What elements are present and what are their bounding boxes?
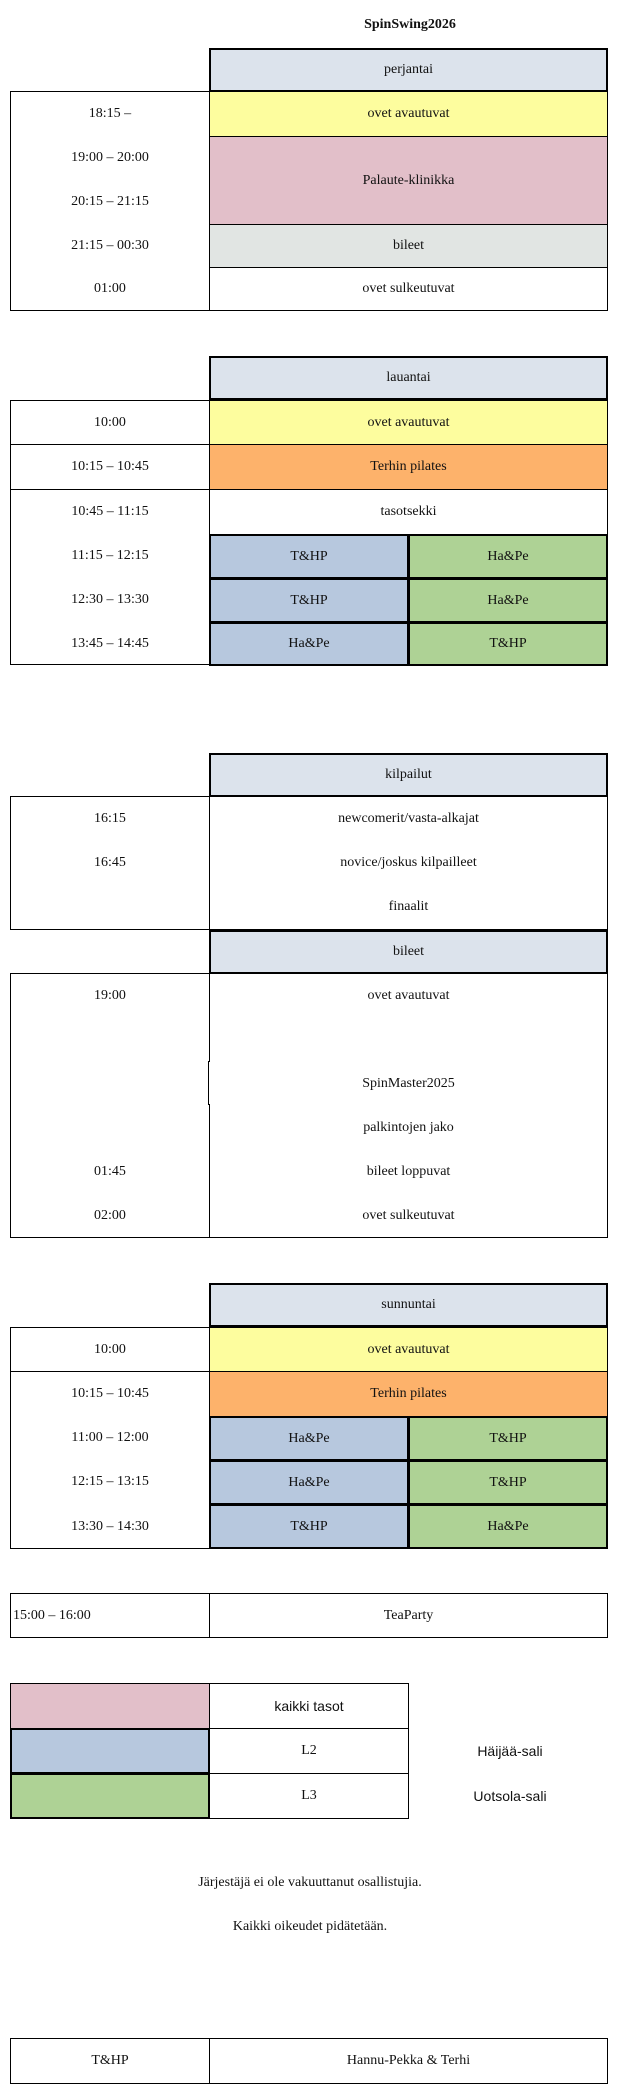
party-event-doors-open: ovet avautuvat	[367, 988, 450, 1003]
friday-event-feedback-clinic: Palaute-klinikka	[209, 136, 608, 225]
competitions-time-2: 16:45	[94, 855, 126, 870]
sunday-slot-3-left: T&HP	[209, 1504, 409, 1549]
friday-time-4: 21:15 – 00:30	[71, 237, 149, 253]
friday-time-1: 18:15 –	[88, 106, 132, 121]
legend-swatch-l3	[10, 1773, 210, 1819]
sunday-slot-2-left: Ha&Pe	[209, 1460, 409, 1505]
page-title: SpinSwing2026	[364, 17, 456, 32]
saturday-slot-3-right: T&HP	[408, 622, 608, 666]
party-time-1: 19:00	[94, 988, 126, 1003]
sunday-slot-3-right: Ha&Pe	[408, 1504, 608, 1549]
competitions-header: kilpailut	[209, 753, 608, 797]
teaparty-event: TeaParty	[209, 1593, 608, 1638]
saturday-time-3: 10:45 – 11:15	[71, 504, 149, 519]
competitions-time-1: 16:15	[94, 811, 126, 826]
legend-room-l2: Häijää-sali	[477, 1743, 543, 1759]
party-header: bileet	[209, 930, 608, 974]
friday-event-party: bileet	[209, 224, 608, 268]
friday-event-doors-close: ovet sulkeutuvat	[209, 267, 608, 311]
party-event-party-ends: bileet loppuvat	[366, 1164, 451, 1179]
competitions-event-novice: novice/joskus kilpailleet	[340, 855, 477, 870]
saturday-event-level-check: tasotsekki	[209, 489, 608, 535]
friday-time-3: 20:15 – 21:15	[71, 194, 149, 209]
saturday-slot-2-left: T&HP	[209, 578, 409, 623]
abbr-1: T&HP	[10, 2038, 210, 2084]
teaparty-time: 15:00 – 16:00	[10, 1593, 210, 1638]
party-time-5: 01:45	[94, 1164, 126, 1179]
saturday-slot-2-right: Ha&Pe	[408, 578, 608, 623]
competitions-time-3	[10, 885, 210, 929]
note-insurance: Järjestäjä ei ole vakuuttanut osallistujia.	[198, 1875, 422, 1890]
saturday-slot-3-left: Ha&Pe	[209, 622, 409, 666]
party-time-6: 02:00	[94, 1208, 126, 1223]
note-rights: Kaikki oikeudet pidätetään.	[232, 1919, 388, 1934]
party-event-awards: palkintojen jako	[363, 1120, 454, 1135]
sunday-time-2: 10:15 – 10:45	[71, 1386, 149, 1401]
sunday-slot-1-right: T&HP	[408, 1416, 608, 1461]
competitions-event-finals: finaalit	[388, 899, 429, 914]
abbr-1-name: Hannu-Pekka & Terhi	[209, 2038, 608, 2084]
saturday-event-pilates: Terhin pilates	[209, 444, 608, 490]
friday-time-2: 19:00 – 20:00	[71, 150, 149, 165]
saturday-time-2: 10:15 – 10:45	[10, 444, 210, 490]
legend-label-l3: L3	[209, 1773, 409, 1819]
sunday-time-3: 11:00 – 12:00	[71, 1430, 149, 1445]
saturday-time-1: 10:00	[10, 400, 210, 445]
legend-room-l3: Uotsola-sali	[473, 1788, 547, 1804]
saturday-time-5: 12:30 – 13:30	[71, 592, 149, 607]
friday-event-doors-open: ovet avautuvat	[209, 91, 608, 137]
saturday-slot-1-right: Ha&Pe	[408, 534, 608, 579]
legend-swatch-all-levels	[10, 1683, 210, 1729]
sunday-slot-1-left: Ha&Pe	[209, 1416, 409, 1461]
saturday-time-6: 13:45 – 14:45	[71, 635, 149, 651]
legend-label-all-levels: kaikki tasot	[209, 1683, 409, 1729]
saturday-header: lauantai	[209, 356, 608, 400]
sunday-time-5: 13:30 – 14:30	[71, 1518, 149, 1534]
friday-header: perjantai	[209, 48, 608, 92]
saturday-event-doors-open: ovet avautuvat	[209, 400, 608, 445]
competitions-event-newcomers: newcomerit/vasta-alkajat	[338, 811, 479, 826]
saturday-slot-1-left: T&HP	[209, 534, 409, 579]
legend-swatch-l2	[10, 1728, 210, 1774]
sunday-time-4: 12:15 – 13:15	[71, 1474, 149, 1489]
sunday-time-1: 10:00	[10, 1327, 210, 1372]
friday-time-5: 01:00	[94, 281, 126, 296]
party-event-spinmaster: SpinMaster2025	[362, 1076, 455, 1091]
saturday-time-4: 11:15 – 12:15	[71, 548, 149, 563]
party-event-doors-close: ovet sulkeutuvat	[362, 1208, 455, 1223]
sunday-header: sunnuntai	[209, 1283, 608, 1327]
sunday-event-doors-open: ovet avautuvat	[209, 1327, 608, 1372]
legend-label-l2: L2	[209, 1728, 409, 1774]
sunday-slot-2-right: T&HP	[408, 1460, 608, 1505]
sunday-event-pilates: Terhin pilates	[209, 1371, 608, 1417]
